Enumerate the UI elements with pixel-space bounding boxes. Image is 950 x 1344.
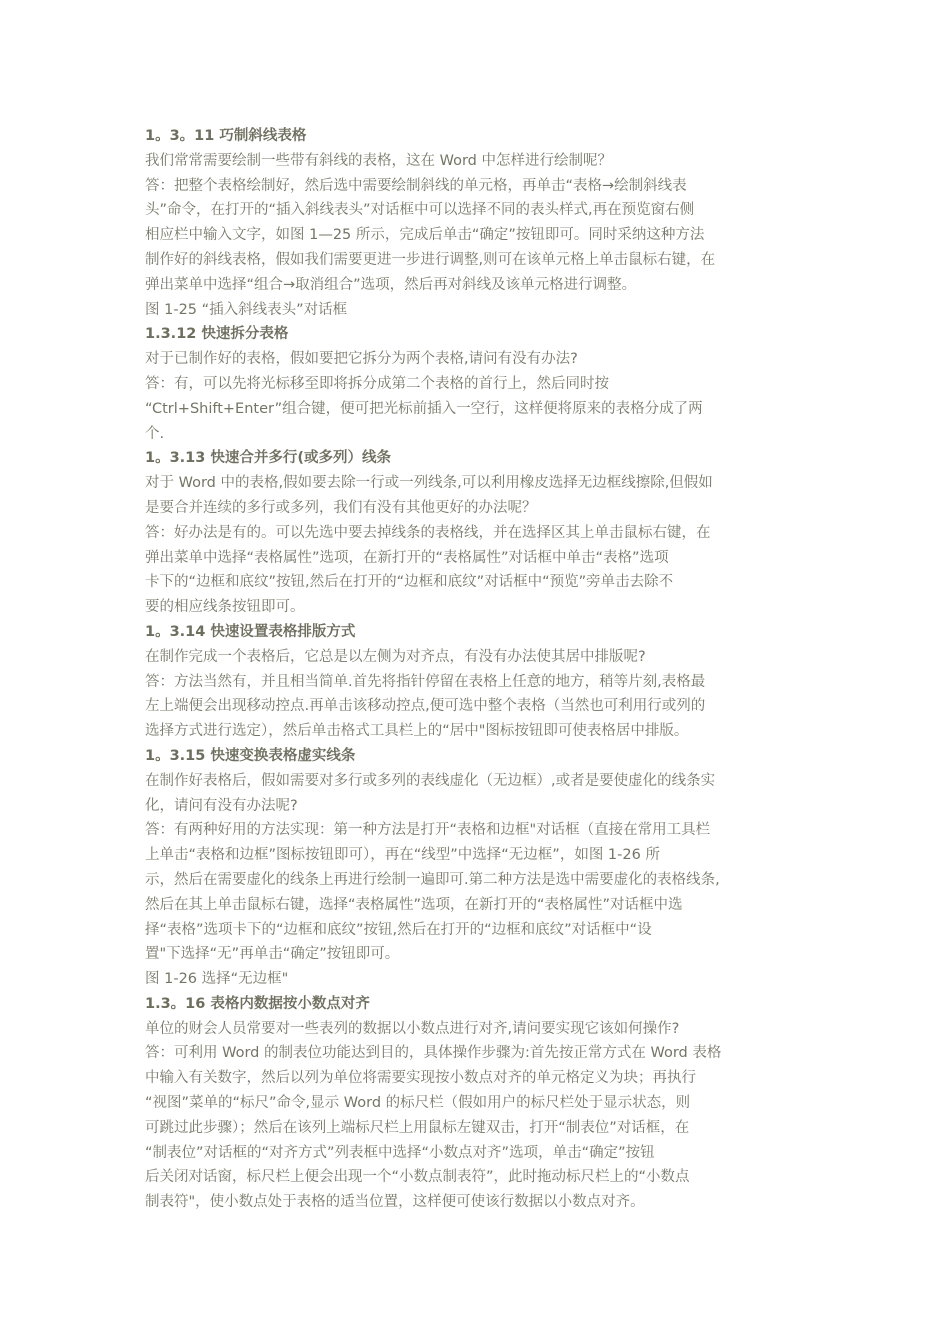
body-text-line: “视图”菜单的“标尺”命令,显示 Word 的标尺栏（假如用户的标尺栏处于显示状态，则 bbox=[145, 1095, 691, 1112]
body-text-line: 卡下的“边框和底纹”按钮,然后在打开的“边框和底纹”对话框中“预览”旁单击去除不 bbox=[145, 574, 674, 591]
document-page bbox=[145, 124, 815, 1215]
section-heading: 1。3。11 巧制斜线表格 bbox=[145, 128, 307, 144]
body-text-line: “制表位”对话框的“对齐方式”列表框中选择“小数点对齐”选项，单击“确定”按钮 bbox=[145, 1144, 655, 1161]
body-text-line: 选择方式进行选定），然后单击格式工具栏上的“居中"图标按钮即可使表格居中排版。 bbox=[145, 723, 689, 740]
section-heading: 1.3.12 快速拆分表格 bbox=[145, 326, 289, 343]
body-text-line: 弹出菜单中选择“组合→取消组合”选项，然后再对斜线及该单元格进行调整。 bbox=[145, 276, 637, 293]
body-text-line: 对于 Word 中的表格,假如要去除一行或一列线条,可以利用橡皮选择无边框线擦除,但假如 bbox=[145, 475, 713, 492]
body-text-line: 化，请问有没有办法呢? bbox=[145, 797, 298, 814]
body-text-line: 制作好的斜线表格，假如我们需要更进一步进行调整,则可在该单元格上单击鼠标右键，在 bbox=[145, 251, 716, 268]
body-text-line: 在制作完成一个表格后，它总是以左侧为对齐点，有没有办法使其居中排版呢? bbox=[145, 648, 646, 665]
body-text-line: 可跳过此步骤）；然后在该列上端标尺栏上用鼠标左键双击，打开“制表位”对话框，在 bbox=[145, 1119, 690, 1136]
body-text-line: 个. bbox=[145, 425, 165, 442]
body-text-line: 中输入有关数字，然后以列为单位将需要实现按小数点对齐的单元格定义为块；再执行 bbox=[145, 1070, 696, 1087]
body-text-line: 要的相应线条按钮即可。 bbox=[145, 599, 305, 616]
body-text-line: 上单击“表格和边框”图标按钮即可），再在“线型”中选择“无边框”，如图 1-26 所 bbox=[145, 847, 660, 864]
section-heading: 1。3.13 快速合并多行(或多列）线条 bbox=[145, 450, 392, 467]
section-heading: 1。3.15 快速变换表格虚实线条 bbox=[145, 747, 356, 764]
body-text-line: 答：方法当然有，并且相当简单.首先将指针停留在表格上任意的地方，稍等片刻,表格最 bbox=[145, 673, 706, 690]
body-text-line: 答：有两种好用的方法实现：第一种方法是打开“表格和边框"对话框（直接在常用工具栏 bbox=[145, 822, 711, 839]
section-heading: 1。3.14 快速设置表格排版方式 bbox=[145, 623, 356, 640]
section-heading: 1.3。16 表格内数据按小数点对齐 bbox=[145, 995, 370, 1012]
body-text-line: 头”命令，在打开的“插入斜线表头”对话框中可以选择不同的表头样式,再在预览窗右侧 bbox=[145, 202, 695, 219]
body-text-line: 我们常常需要绘制一些带有斜线的表格，这在 Word 中怎样进行绘制呢？ bbox=[145, 152, 612, 169]
body-text-line: 图 1-25 “插入斜线表头”对话框 bbox=[145, 301, 348, 318]
body-text-line: 后关闭对话窗，标尺栏上便会出现一个“小数点制表符”，此时拖动标尺栏上的“小数点 bbox=[145, 1169, 690, 1186]
body-text-line: 答：把整个表格绘制好，然后选中需要绘制斜线的单元格，再单击“表格→绘制斜线表 bbox=[145, 177, 687, 194]
body-text-line: 相应栏中输入文字，如图 1—25 所示，完成后单击“确定”按钮即可。同时采纳这种方法 bbox=[145, 227, 705, 244]
body-text-line: 在制作好表格后，假如需要对多行或多列的表线虚化（无边框）,或者是要使虚化的线条实 bbox=[145, 772, 716, 789]
body-text-line: 图 1-26 选择“无边框" bbox=[145, 971, 289, 988]
body-text-line: “Ctrl+Shift+Enter”组合键，便可把光标前插入一空行，这样便将原来的表格分成了两 bbox=[145, 400, 703, 417]
body-text-line: 对于已制作好的表格，假如要把它拆分为两个表格,请问有没有办法? bbox=[145, 351, 578, 368]
body-text-line: 弹出菜单中选择“表格属性”选项，在新打开的“表格属性”对话框中单击“表格”选项 bbox=[145, 549, 669, 566]
body-text-line: 单位的财会人员常要对一些表列的数据以小数点进行对齐,请问要实现它该如何操作? bbox=[145, 1020, 680, 1037]
body-text-line: 制表符"，使小数点处于表格的适当位置，这样便可使该行数据以小数点对齐。 bbox=[145, 1194, 645, 1211]
body-text-line: 然后在其上单击鼠标右键，选择“表格属性”选项，在新打开的“表格属性”对话框中选 bbox=[145, 896, 683, 913]
body-text-line: 答：有，可以先将光标移至即将拆分成第二个表格的首行上，然后同时按 bbox=[145, 375, 609, 392]
body-text-line: 左上端便会出现移动控点.再单击该移动控点,便可选中整个表格（当然也可利用行或列的 bbox=[145, 698, 706, 715]
body-text-line: 答：可利用 Word 的制表位功能达到目的，具体操作步骤为:首先按正常方式在 Word 表格 bbox=[145, 1045, 722, 1062]
body-text-line: 置"下选择“无”再单击“确定”按钮即可。 bbox=[145, 946, 400, 963]
body-text-line: 择“表格”选项卡下的“边框和底纹”按钮,然后在打开的“边框和底纹”对话框中“设 bbox=[145, 921, 652, 938]
body-text-line: 示，然后在需要虚化的线条上再进行绘制一遍即可.第二种方法是选中需要虚化的表格线条, bbox=[145, 871, 720, 888]
body-text-line: 答：好办法是有的。可以先选中要去掉线条的表格线，并在选择区其上单击鼠标右键，在 bbox=[145, 524, 711, 541]
body-text-line: 是要合并连续的多行或多列，我们有没有其他更好的办法呢？ bbox=[145, 499, 537, 516]
